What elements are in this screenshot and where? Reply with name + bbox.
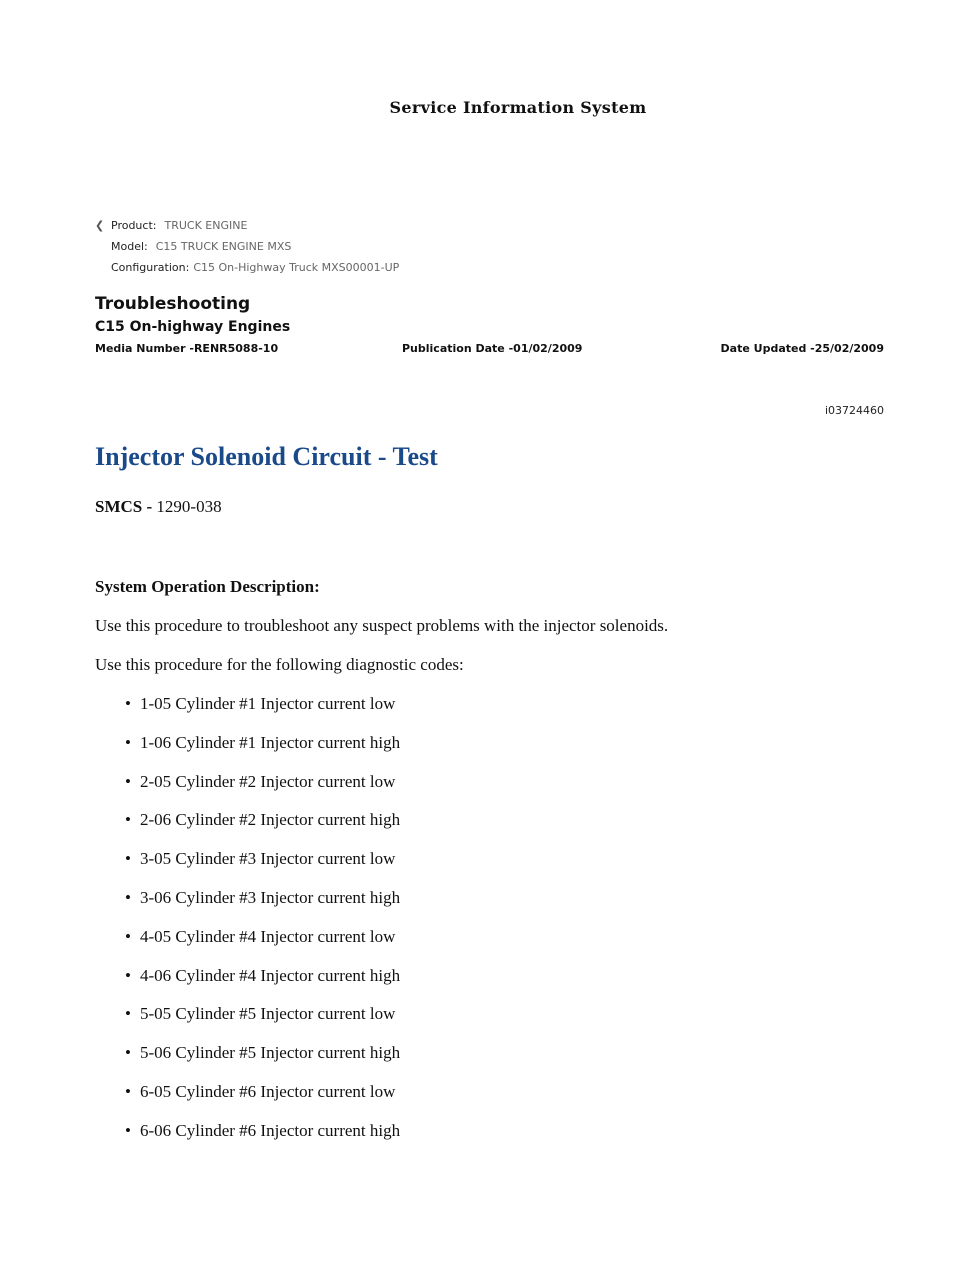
code-text: 6-06 Cylinder #6 Injector current high [140,1120,401,1140]
code-text: 4-05 Cylinder #4 Injector current low [140,926,396,946]
list-item [125,966,400,1005]
date-updated: Date Updated -25/02/2009 [720,342,884,355]
breadcrumb-product-row [95,215,399,236]
diagnostic-code-list [125,694,400,1160]
breadcrumb [95,215,399,278]
code-text: 6-05 Cylinder #6 Injector current low [140,1081,396,1101]
list-item [125,888,400,927]
list-item [125,772,400,811]
bullet: • [125,1081,131,1101]
code-text: 3-05 Cylinder #3 Injector current low [140,849,396,869]
bullet: • [125,1043,131,1063]
article-title: Injector Solenoid Circuit - Test [95,442,438,471]
config-label: Configuration: [111,261,190,274]
list-item [125,1043,400,1082]
model-value[interactable]: C15 TRUCK ENGINE MXS [155,240,292,253]
bullet: • [125,887,131,907]
smcs-label: SMCS - [95,497,157,516]
chevron-left-icon[interactable]: ❮ [95,219,105,232]
list-item [125,694,400,733]
smcs-value: 1290-038 [156,497,222,516]
list-item [125,1004,400,1043]
smcs-line [95,497,222,517]
list-item [125,1121,400,1160]
document-subtitle: C15 On-highway Engines [95,319,291,335]
bullet: • [125,1004,131,1024]
paragraph-2: Use this procedure for the following diagnostic codes: [95,655,464,674]
list-item [125,927,400,966]
code-text: 5-06 Cylinder #5 Injector current high [140,1043,401,1063]
bullet: • [125,1120,131,1140]
section-heading: System Operation Description: [95,577,320,596]
bullet: • [125,810,131,830]
bullet: • [125,771,131,791]
code-text: 1-06 Cylinder #1 Injector current high [140,732,401,752]
code-text: 2-05 Cylinder #2 Injector current low [140,771,396,791]
config-value[interactable]: C15 On-Highway Truck MXS00001-UP [193,261,400,274]
breadcrumb-model-row [95,236,399,257]
breadcrumb-config-row [95,257,399,278]
list-item [125,849,400,888]
publication-date: Publication Date -01/02/2009 [402,342,583,355]
list-item [125,733,400,772]
document-id: i03724460 [824,404,884,417]
bullet: • [125,965,131,985]
code-text: 2-06 Cylinder #2 Injector current high [140,810,401,830]
bullet: • [125,694,131,713]
document-title: Troubleshooting [95,294,251,314]
code-text: 5-05 Cylinder #5 Injector current low [140,1004,396,1024]
bullet: • [125,926,131,946]
code-text: 1-05 Cylinder #1 Injector current low [140,694,396,713]
code-text: 3-06 Cylinder #3 Injector current high [140,887,401,907]
product-value[interactable]: TRUCK ENGINE [164,219,248,232]
bullet: • [125,732,131,752]
bullet: • [125,849,131,869]
list-item [125,1082,400,1121]
list-item [125,810,400,849]
product-label: Product: [111,219,157,232]
model-label: Model: [111,240,148,253]
media-number: Media Number -RENR5088-10 [95,342,279,355]
code-text: 4-06 Cylinder #4 Injector current high [140,965,401,985]
paragraph-1: Use this procedure to troubleshoot any suspect problems with the injector solenoids. [95,616,669,635]
system-title: Service Information System [389,98,647,117]
